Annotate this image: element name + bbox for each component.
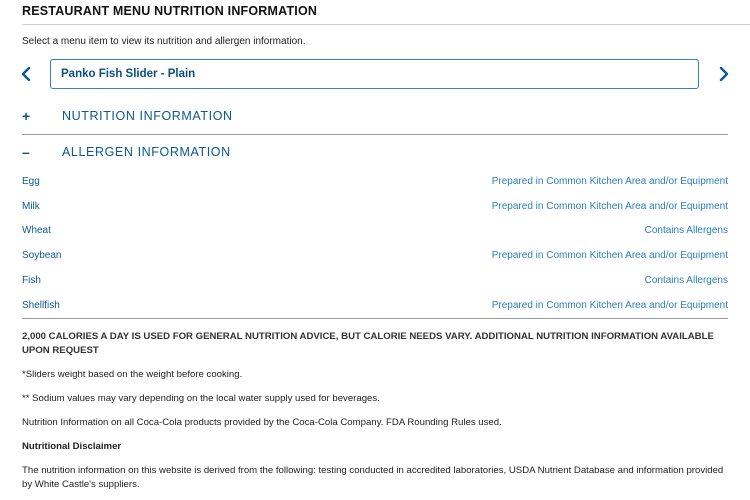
allergen-name: Milk — [22, 200, 40, 212]
allergen-information-label: ALLERGEN INFORMATION — [62, 145, 231, 159]
allergen-name: Fish — [22, 275, 41, 287]
allergen-name: Wheat — [22, 225, 51, 237]
allergen-name: Egg — [22, 175, 40, 187]
chevron-left-icon[interactable] — [18, 64, 34, 84]
menu-item-dropdown[interactable] — [50, 59, 699, 89]
calorie-advice-note: 2,000 CALORIES A DAY IS USED FOR GENERAL NUTRITION ADVICE, BUT CALORIE NEEDS VARY. ADDITIONAL NUTRITION INFORMATION AVAILABLE UPON REQUEST — [22, 331, 714, 356]
intro-text: Select a menu item to view its nutrition and allergen information. — [22, 36, 306, 47]
chevron-right-icon[interactable] — [716, 64, 732, 84]
coca-cola-note: Nutrition Information on all Coca-Cola products provided by the Coca-Cola Company. FDA Rounding Rules used. — [22, 417, 502, 428]
list-item — [22, 293, 728, 318]
allergen-information-toggle[interactable] — [22, 139, 728, 165]
nutrition-information-label: NUTRITION INFORMATION — [62, 109, 233, 123]
title-divider — [22, 24, 750, 25]
allergen-name: Soybean — [22, 250, 62, 262]
allergen-name: Shellfish — [22, 299, 60, 311]
allergen-status: Prepared in Common Kitchen Area and/or Equipment — [491, 200, 728, 212]
allergen-status: Contains Allergens — [644, 225, 728, 237]
nutrition-information-toggle[interactable] — [22, 103, 728, 129]
list-item — [22, 268, 728, 293]
list-item — [22, 169, 728, 194]
list-item — [22, 194, 728, 219]
menu-item-selector — [0, 58, 750, 90]
sodium-note: ** Sodium values may vary depending on the local water supply used for beverages. — [22, 393, 380, 404]
disclaimer-text: The nutrition information on this website is derived from the following: testing conducted in accredited laboratories, USDA Nutrient Database and information provided by White Castle's suppliers. — [22, 465, 724, 490]
list-item — [22, 219, 728, 244]
page-title: RESTAURANT MENU NUTRITION INFORMATION — [22, 4, 318, 18]
allergen-status: Prepared in Common Kitchen Area and/or Equipment — [491, 175, 728, 187]
disclaimer-heading: Nutritional Disclaimer — [22, 441, 122, 452]
allergen-status: Contains Allergens — [644, 275, 728, 287]
allergen-status: Prepared in Common Kitchen Area and/or Equipment — [491, 250, 728, 262]
allergen-status: Prepared in Common Kitchen Area and/or Equipment — [491, 299, 728, 311]
nutrition-notes — [22, 330, 734, 500]
nutrition-divider — [22, 134, 728, 135]
minus-icon: – — [22, 144, 30, 160]
list-item — [22, 243, 728, 268]
plus-icon: + — [22, 108, 31, 124]
selected-menu-item: Panko Fish Slider - Plain — [61, 68, 196, 80]
allergen-list — [22, 169, 728, 318]
sliders-weight-note: *Sliders weight based on the weight before cooking. — [22, 369, 243, 380]
allergen-divider — [22, 318, 728, 319]
